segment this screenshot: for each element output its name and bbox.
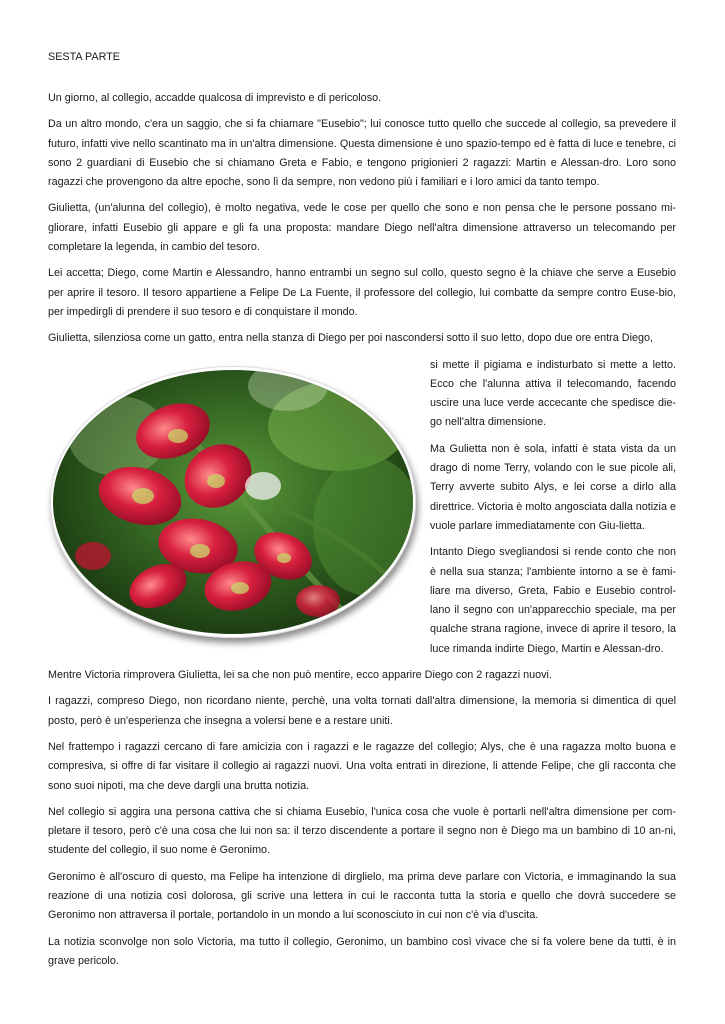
- tail-paragraph-5: Geronimo è all'oscuro di questo, ma Felipe ha intenzione di dirglielo, ma prima deve parlare con Victoria, e immaginando la sua reazione di una notizia così dolorosa, gli scrive una lettera in cui le racconta tutta la storia e quello che dovrà succedere se Geronimo non attraversa il portale, portandolo in un mondo a lui sconosciuto in cui non c'è via d'uscita.: [48, 870, 676, 922]
- tail-paragraph-4: Nel collegio si aggira una persona cattiva che si chiama Eusebio, l'unica cosa che vuole è portarli nell'altra dimensione per com-pletare il tesoro, però c'è una cosa che lui non sa: il terzo discendente a portare il segno non è Diego ma un bambino di 10 an-ni, studente del collegio, il suo nome è Geronimo.: [48, 805, 676, 857]
- tail-paragraph-2: I ragazzi, compreso Diego, non ricordano niente, perchè, una volta tornati dall'altra dimensione, la memoria si dimentica di quel posto, però è un'esperienza che insegna a volersi bene e a restare uniti.: [48, 695, 676, 727]
- tail-paragraph-1: Mentre Victoria rimprovera Giulietta, lei sa che non può mentire, ecco apparire Diego con 2 ragazzi nuovi.: [48, 669, 552, 682]
- section-title: SESTA PARTE: [48, 51, 121, 63]
- tail-paragraph-3: Nel frattempo i ragazzi cercano di fare amicizia con i ragazzi e le ragazze del collegio; Alys, che è una ragazza molto buona e compresiva, si offre di far visitare il collegio ai ragazzi nuovi. Una volta entrati in direzione, li attende Felipe, che gli racconta che sono suoi nipoti, ma che deve dargli una brutta notizia.: [48, 740, 676, 792]
- tail-section: [48, 666, 676, 971]
- flower-photo: [48, 356, 420, 644]
- paragraph-2: Da un altro mondo, c'era un saggio, che si fa chiamare "Eusebio"; lui conosce tutto quello che succede al collegio, sa prevedere il futuro, infatti vive nello scantinato ma in un'altra dimensione. Questa dimensione è uno spazio-tempo ed è fatta di luce e tenebre, ci sono 2 guardiani di Eusebio che si chiamano Greta e Fabio, e tengono prigionieri 2 ragazzi: Martin e Alessan-dro. Loro sono ragazzi che provengono da altre epoche, sono lì da sempre, non vedono più i familiari e i loro amici da tanto tempo.: [48, 118, 676, 189]
- paragraph-1: Un giorno, al collegio, accadde qualcosa di imprevisto e di pericoloso.: [48, 92, 382, 104]
- side-paragraph-3: Intanto Diego svegliandosi si rende conto che non è nella sua stanza; l'ambiente intorno a se è fami-liare ma diverso, Greta, Fabio e Eusebio control-lano il segno con un'apparecchio speciale, ma per qualche strana ragione, invece di aprire il tesoro, la luce rimanda indirte Diego, Martin e Alessan-dro.: [430, 546, 676, 655]
- paragraph-3: Giulietta, (un'alunna del collegio), è molto negativa, vede le cose per quello che sono e non pensa che le persone possano mi-gliorare, infatti Eusebio gli appare e gli fa una proposta: mandare Diego nell'altra dimensione attraverso un telecomando per completare la legenda, in cambio del tesoro.: [48, 202, 676, 254]
- flower-image: [48, 356, 420, 644]
- paragraph-5: Giulietta, silenziosa come un gatto, entra nella stanza di Diego per poi nascondersi sotto il suo letto, dopo due ore entra Diego,: [48, 332, 653, 345]
- side-paragraph-1: si mette il pigiama e indisturbato si mette a letto. Ecco che l'alunna attiva il telecomando, facendo uscire una luce verde accecante che spedisce die-go nell'altra dimensione.: [430, 358, 676, 429]
- tail-paragraph-6: La notizia sconvolge non solo Victoria, ma tutto il collegio, Geronimo, un bambino così vivace che si fa volere bene da tutti, è in grave pericolo.: [48, 935, 676, 967]
- side-paragraph-2: Ma Gulietta non è sola, infatti è stata vista da un drago di nome Terry, volando con le sue picole ali, Terry avverte subito Alys, e lei corse a dirlo alla direttrice. Victoria è molto angosciata dalla notizia e vuole parlare immediatamente con Giu-lietta.: [430, 442, 676, 532]
- paragraph-4: Lei accetta; Diego, come Martin e Alessandro, hanno entrambi un segno sul collo, questo segno è la chiave che serve a Eusebio per aprire il tesoro. Il tesoro appartiene a Felipe De La Fuente, il professore del collegio, lui combatte da sempre contro Euse-bio, per impedirgli di prendere il suo tesoro e di conquistare il mondo.: [48, 267, 676, 318]
- document-page: [48, 50, 676, 978]
